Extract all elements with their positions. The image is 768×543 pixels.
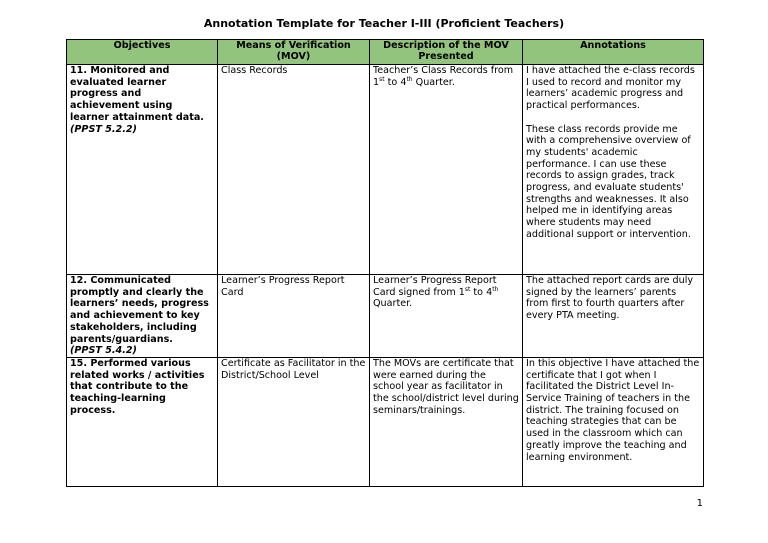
ppst-reference: (PPST 5.2.2) — [70, 123, 137, 135]
mov-cell: Certificate as Facilitator in the District/School Level — [218, 357, 370, 486]
objective-cell — [67, 357, 218, 486]
header-objectives: Objectives — [67, 40, 218, 65]
annotation-cell — [523, 65, 704, 275]
description-cell: The MOVs are certificate that were earned during the school year as facilitator in the school/district level during seminars/trainings. — [370, 357, 523, 486]
annotation-paragraph: In this objective I have attached the certificate that I got when I facilitated the District Level In-Service Training of teachers in the district. The training focused on teaching strategies that can be used in the classroom which can greatly improve the teaching and learning environment. — [526, 357, 700, 463]
table-row — [67, 65, 704, 275]
annotation-paragraph: The attached report cards are duly signed by the learners’ parents from first to fourth quarters after every PTA meeting. — [526, 275, 694, 322]
ppst-reference: (PPST 5.4.2) — [70, 345, 137, 357]
annotation-cell — [523, 275, 704, 358]
annotation-cell — [523, 357, 704, 486]
header-mov: Means of Verification (MOV) — [218, 40, 370, 65]
header-description: Description of the MOV Presented — [370, 40, 523, 65]
document-title: Annotation Template for Teacher I-III (Proficient Teachers) — [203, 17, 565, 30]
header-annotations: Annotations — [523, 40, 704, 65]
mov-cell: Learner’s Progress Report Card — [218, 275, 370, 358]
mov-cell: Class Records — [218, 65, 370, 275]
description-cell: Learner’s Progress Report Card signed from 1st to 4th Quarter. — [370, 275, 523, 358]
table-header-row — [67, 40, 704, 65]
annotation-paragraph: I have attached the e-class records I used to record and monitor my learners’ academic progress and practical performances. — [526, 65, 695, 112]
objective-text: 11. Monitored and evaluated learner progress and achievement using learner attainment data. — [70, 65, 204, 123]
table-row — [67, 275, 704, 358]
objective-cell — [67, 65, 218, 275]
objective-cell — [67, 275, 218, 358]
page-number: 1 — [696, 498, 703, 509]
objective-text: 12. Communicated promptly and clearly the learners’ needs, progress and achievement to key stakeholders, including parents/guardians. — [70, 275, 209, 345]
annotation-table — [66, 39, 704, 487]
description-cell: Teacher’s Class Records from 1st to 4th Quarter. — [370, 65, 523, 275]
table-row — [67, 357, 704, 486]
objective-text: 15. Performed various related works / activities that contribute to the teaching-learning process. — [70, 357, 205, 416]
annotation-paragraph: These class records provide me with a comprehensive overview of my students' academic performance. I can use these records to assign grades, track progress, and evaluate students' strengths and weaknesses. It also helped me in identifying areas where students may need additional support or intervention. — [526, 123, 691, 240]
